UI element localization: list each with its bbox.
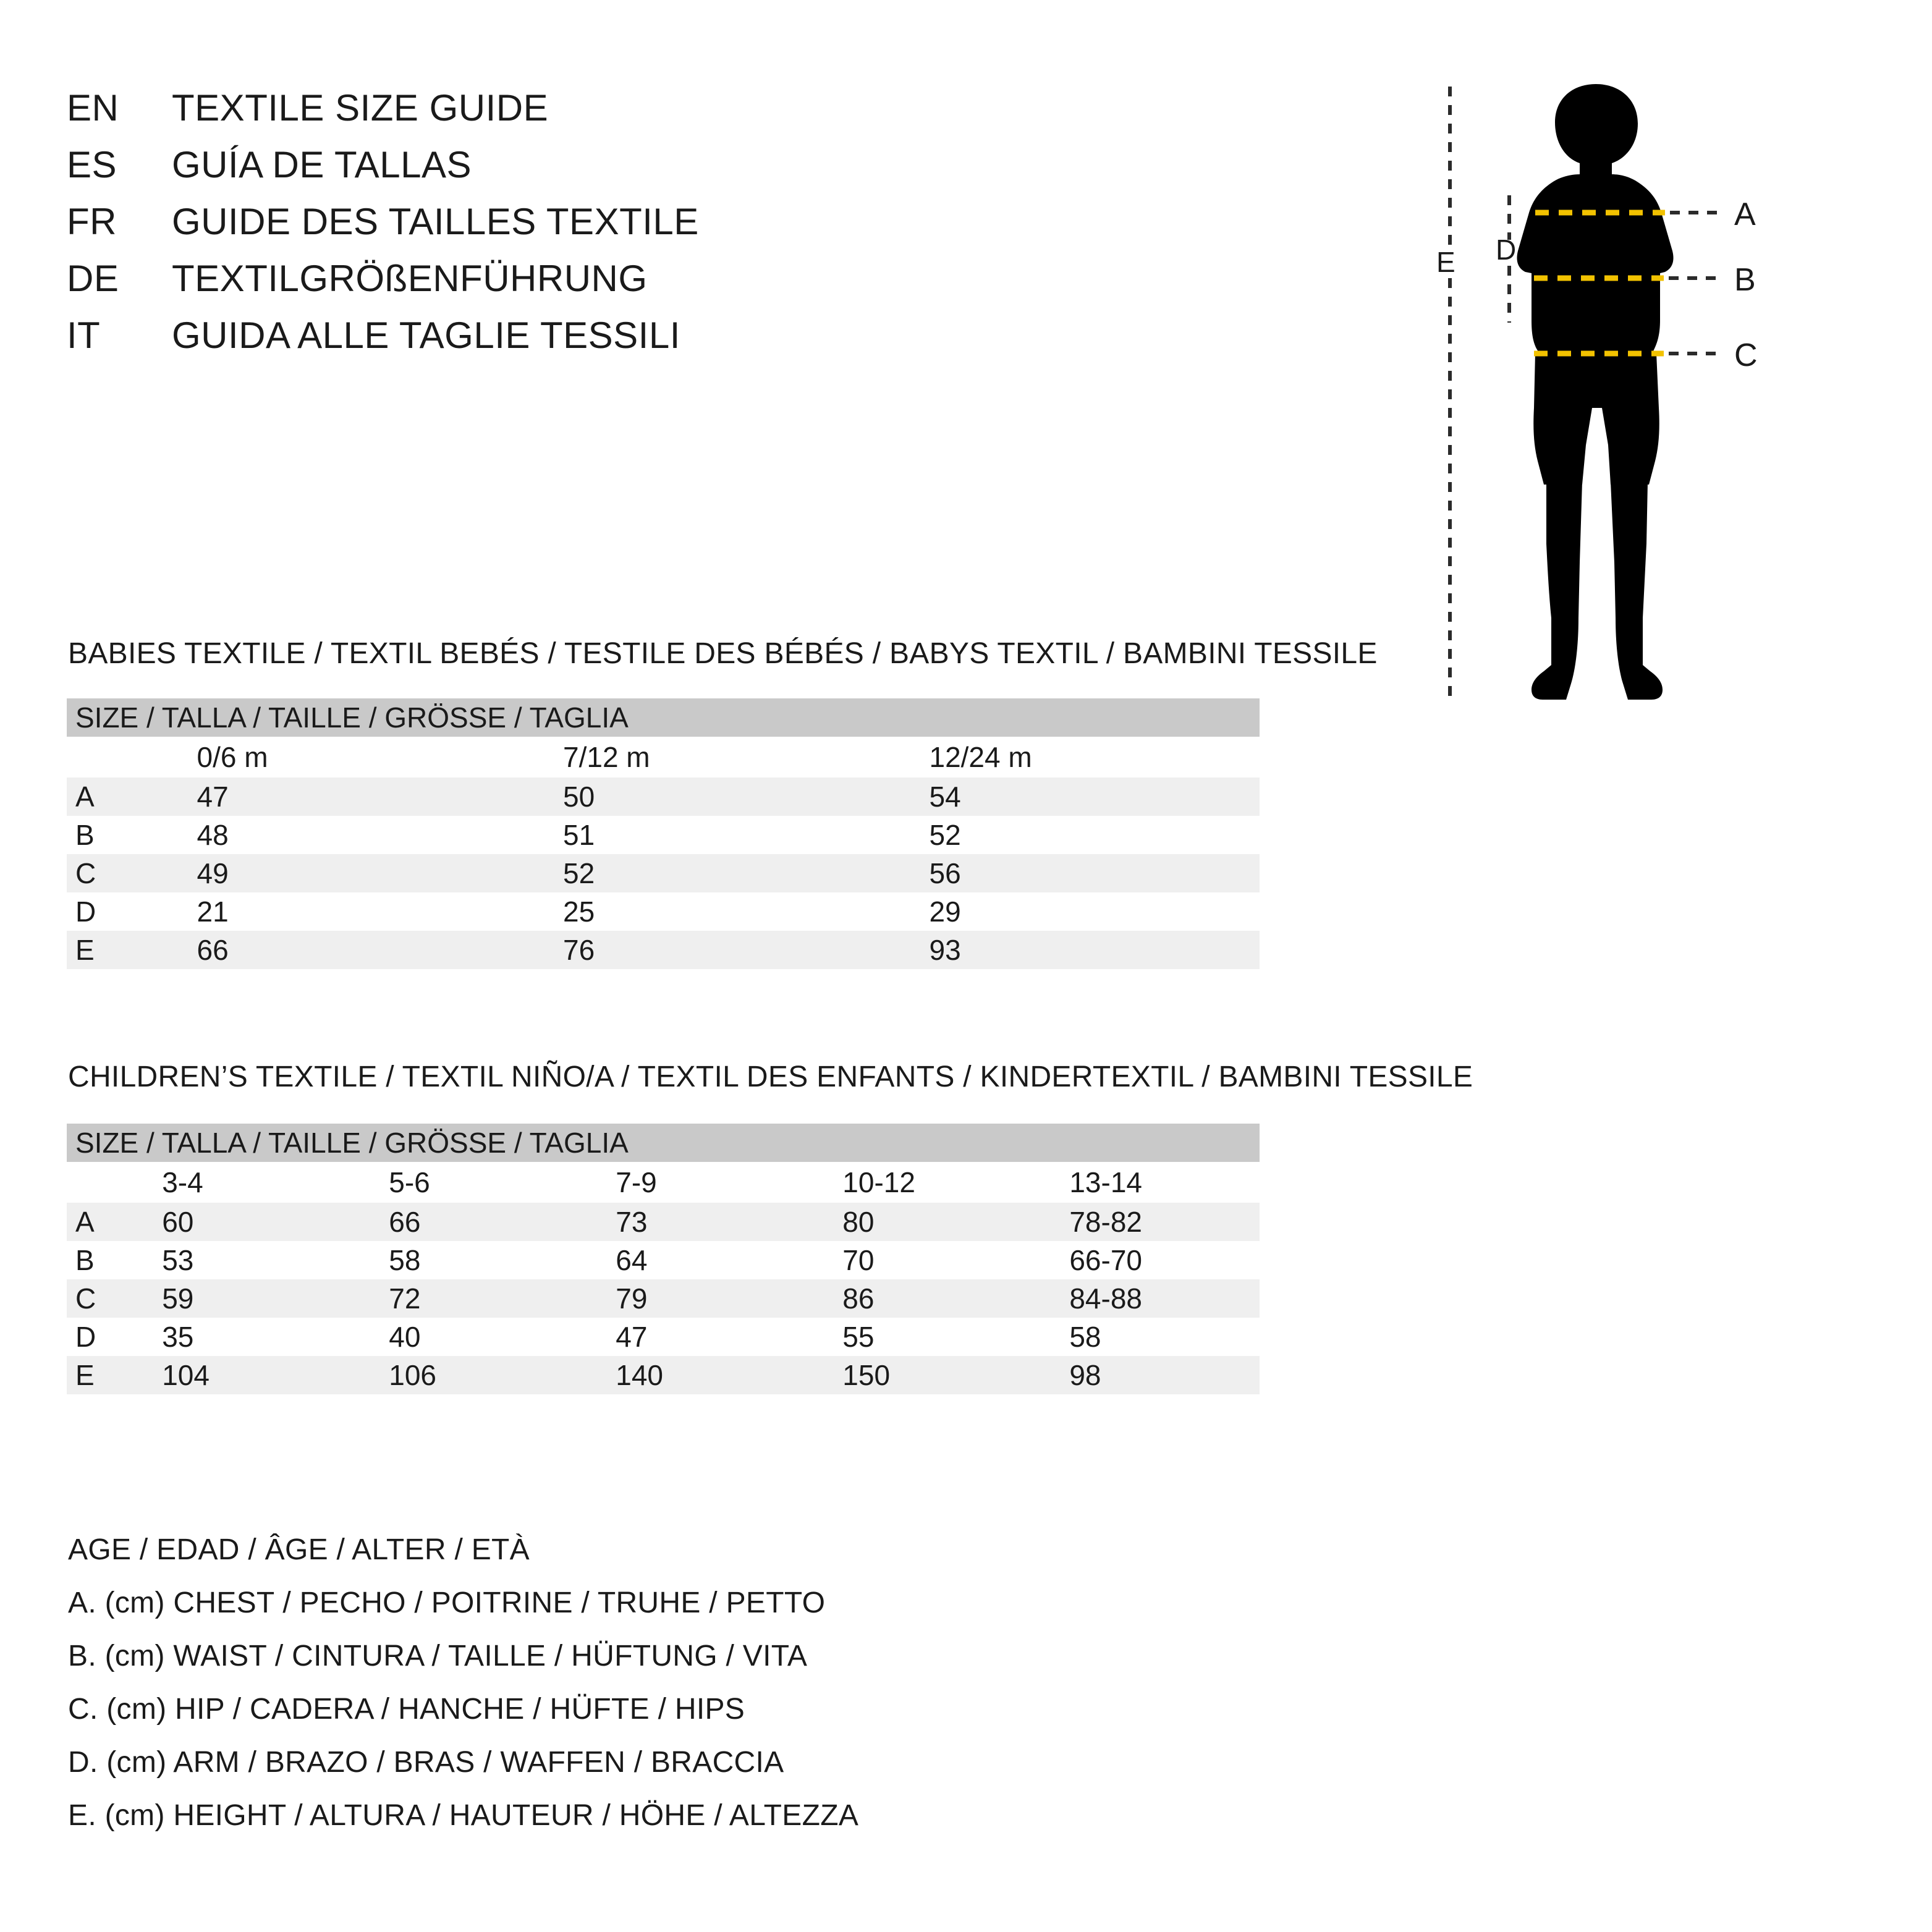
title-lang-en: EN	[67, 87, 119, 129]
children-row-label-e: E	[67, 1356, 126, 1394]
babies-a-2: 54	[893, 777, 1260, 816]
measurement-legend	[68, 1533, 858, 1852]
children-col-3: 10-12	[807, 1162, 1033, 1203]
babies-c-2: 56	[893, 854, 1260, 892]
babies-c-1: 52	[527, 854, 893, 892]
babies-a-1: 50	[527, 777, 893, 816]
table-row	[67, 931, 1260, 969]
babies-e-0: 66	[161, 931, 527, 969]
title-lang-de: DE	[67, 258, 119, 299]
table-row	[67, 1279, 1260, 1318]
title-text-fr: GUIDE DES TAILLES TEXTILE	[172, 201, 699, 242]
children-row-label-a: A	[67, 1203, 126, 1241]
title-text-es: GUÍA DE TALLAS	[172, 144, 472, 185]
title-lang-es: ES	[67, 144, 117, 185]
babies-c-0: 49	[161, 854, 527, 892]
title-text-en: TEXTILE SIZE GUIDE	[172, 87, 549, 129]
legend-line-arm: D. (cm) ARM / BRAZO / BRAS / WAFFEN / BRACCIA	[68, 1746, 784, 1779]
marker-c: C	[1734, 337, 1758, 373]
children-d-4: 58	[1033, 1318, 1260, 1356]
children-d-2: 47	[580, 1318, 807, 1356]
children-col-0: 3-4	[126, 1162, 353, 1203]
babies-b-1: 51	[527, 816, 893, 854]
babies-row-label-e: E	[67, 931, 161, 969]
table-row	[67, 1241, 1260, 1279]
title-row-it	[67, 314, 699, 371]
babies-e-2: 93	[893, 931, 1260, 969]
title-block	[67, 87, 699, 371]
babies-col-2: 12/24 m	[893, 737, 1260, 777]
corner-cell	[67, 737, 161, 777]
babies-table-header: SIZE / TALLA / TAILLE / GRÖSSE / TAGLIA	[67, 698, 1260, 737]
babies-col-1: 7/12 m	[527, 737, 893, 777]
children-c-4: 84-88	[1033, 1279, 1260, 1318]
table-header-row	[67, 698, 1260, 737]
table-row	[67, 1356, 1260, 1394]
table-row	[67, 816, 1260, 854]
child-silhouette-icon	[1517, 84, 1674, 700]
children-table-header: SIZE / TALLA / TAILLE / GRÖSSE / TAGLIA	[67, 1124, 1260, 1162]
babies-a-0: 47	[161, 777, 527, 816]
table-row	[67, 1318, 1260, 1356]
babies-d-0: 21	[161, 892, 527, 931]
babies-row-label-a: A	[67, 777, 161, 816]
children-row-label-b: B	[67, 1241, 126, 1279]
children-e-0: 104	[126, 1356, 353, 1394]
children-a-0: 60	[126, 1203, 353, 1241]
children-col-1: 5-6	[353, 1162, 580, 1203]
table-row	[67, 1203, 1260, 1241]
title-row-en	[67, 87, 699, 143]
babies-col-0: 0/6 m	[161, 737, 527, 777]
legend-line-waist: B. (cm) WAIST / CINTURA / TAILLE / HÜFTUNG / VITA	[68, 1640, 808, 1672]
table-header-row	[67, 1124, 1260, 1162]
children-b-3: 70	[807, 1241, 1033, 1279]
children-b-4: 66-70	[1033, 1241, 1260, 1279]
babies-b-0: 48	[161, 816, 527, 854]
children-a-2: 73	[580, 1203, 807, 1241]
children-c-2: 79	[580, 1279, 807, 1318]
corner-cell	[67, 1162, 126, 1203]
children-row-label-c: C	[67, 1279, 126, 1318]
babies-section-caption: BABIES TEXTILE / TEXTIL BEBÉS / TESTILE DES BÉBÉS / BABYS TEXTIL / BAMBINI TESSILE	[68, 637, 1378, 670]
babies-size-table	[67, 698, 1260, 969]
title-row-es	[67, 143, 699, 200]
title-text-it: GUIDA ALLE TAGLIE TESSILI	[172, 315, 680, 356]
children-section-caption: CHILDREN’S TEXTILE / TEXTIL NIÑO/A / TEXTIL DES ENFANTS / KINDERTEXTIL / BAMBINI TESSILE	[68, 1061, 1473, 1093]
children-a-3: 80	[807, 1203, 1033, 1241]
title-lang-fr: FR	[67, 201, 117, 242]
children-col-2: 7-9	[580, 1162, 807, 1203]
children-e-4: 98	[1033, 1356, 1260, 1394]
table-row	[67, 854, 1260, 892]
legend-line-hip: C. (cm) HIP / CADERA / HANCHE / HÜFTE / HIPS	[68, 1693, 745, 1726]
children-e-3: 150	[807, 1356, 1033, 1394]
legend-line-age: AGE / EDAD / ÂGE / ALTER / ETÀ	[68, 1533, 530, 1566]
table-row	[67, 777, 1260, 816]
children-d-3: 55	[807, 1318, 1033, 1356]
children-row-label-d: D	[67, 1318, 126, 1356]
children-c-1: 72	[353, 1279, 580, 1318]
children-e-2: 140	[580, 1356, 807, 1394]
children-d-0: 35	[126, 1318, 353, 1356]
title-row-fr	[67, 200, 699, 257]
legend-line-height: E. (cm) HEIGHT / ALTURA / HAUTEUR / HÖHE / ALTEZZA	[68, 1799, 859, 1832]
marker-a: A	[1734, 197, 1756, 232]
children-a-4: 78-82	[1033, 1203, 1260, 1241]
marker-e: E	[1436, 246, 1455, 278]
children-size-table	[67, 1124, 1260, 1394]
babies-e-1: 76	[527, 931, 893, 969]
babies-row-label-d: D	[67, 892, 161, 931]
children-c-0: 59	[126, 1279, 353, 1318]
children-col-4: 13-14	[1033, 1162, 1260, 1203]
babies-b-2: 52	[893, 816, 1260, 854]
children-b-0: 53	[126, 1241, 353, 1279]
children-column-header-row	[67, 1162, 1260, 1203]
title-text-de: TEXTILGRÖßENFÜHRUNG	[172, 258, 648, 299]
children-b-2: 64	[580, 1241, 807, 1279]
babies-d-1: 25	[527, 892, 893, 931]
measurement-figure	[1403, 74, 1891, 766]
children-d-1: 40	[353, 1318, 580, 1356]
marker-b: B	[1734, 262, 1756, 298]
children-a-1: 66	[353, 1203, 580, 1241]
legend-line-chest: A. (cm) CHEST / PECHO / POITRINE / TRUHE / PETTO	[68, 1587, 826, 1619]
title-lang-it: IT	[67, 315, 101, 356]
children-b-1: 58	[353, 1241, 580, 1279]
babies-column-header-row	[67, 737, 1260, 777]
children-e-1: 106	[353, 1356, 580, 1394]
table-row	[67, 892, 1260, 931]
children-c-3: 86	[807, 1279, 1033, 1318]
babies-row-label-c: C	[67, 854, 161, 892]
babies-row-label-b: B	[67, 816, 161, 854]
babies-d-2: 29	[893, 892, 1260, 931]
title-row-de	[67, 257, 699, 314]
marker-d: D	[1496, 234, 1517, 266]
